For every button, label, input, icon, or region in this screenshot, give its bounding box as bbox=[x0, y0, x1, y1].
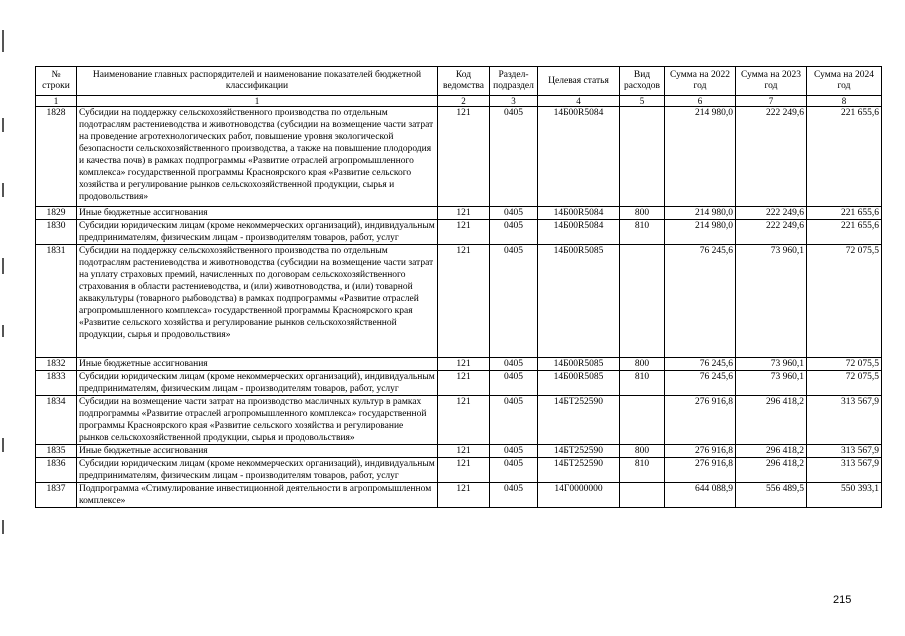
row-name: Иные бюджетные ассигнования bbox=[77, 358, 438, 371]
row-target: 14Б00R5084 bbox=[538, 107, 620, 207]
row-dept-code: 121 bbox=[438, 220, 490, 245]
row-name: Субсидии юридическим лицам (кроме некоммерческих организаций), индивидуальным предпринимателям, физическим лицам - производителям товаров, работ, услуг bbox=[77, 220, 438, 245]
row-target: 14БТ252590 bbox=[538, 445, 620, 458]
row-section: 0405 bbox=[490, 371, 538, 396]
row-dept-code: 121 bbox=[438, 458, 490, 483]
row-sum-2024: 221 655,6 bbox=[807, 207, 882, 220]
row-section: 0405 bbox=[490, 396, 538, 445]
header-sum-2023: Сумма на 2023 год bbox=[736, 67, 807, 96]
row-sum-2022: 76 245,6 bbox=[665, 358, 736, 371]
column-number-row bbox=[36, 96, 882, 107]
row-name: Субсидии юридическим лицам (кроме некоммерческих организаций), индивидуальным предпринимателям, физическим лицам - производителям товаров, работ, услуг bbox=[77, 458, 438, 483]
row-target: 14Б00R5084 bbox=[538, 207, 620, 220]
row-target: 14Б00R5084 bbox=[538, 220, 620, 245]
row-sum-2024: 313 567,9 bbox=[807, 445, 882, 458]
row-sum-2022: 214 980,0 bbox=[665, 207, 736, 220]
row-dept-code: 121 bbox=[438, 107, 490, 207]
row-sum-2022: 276 916,8 bbox=[665, 445, 736, 458]
row-dept-code: 121 bbox=[438, 445, 490, 458]
row-dept-code: 121 bbox=[438, 245, 490, 358]
table-row bbox=[36, 107, 882, 207]
row-exp-type bbox=[620, 107, 665, 207]
table-row bbox=[36, 396, 882, 445]
row-name: Подпрограмма «Стимулирование инвестиционной деятельности в агропромышленном комплексе» bbox=[77, 483, 438, 508]
column-number: 3 bbox=[490, 96, 538, 107]
row-number: 1830 bbox=[36, 220, 77, 245]
row-exp-type bbox=[620, 483, 665, 508]
column-number: 1 bbox=[36, 96, 77, 107]
column-number: 7 bbox=[736, 96, 807, 107]
header-target: Целевая статья bbox=[538, 67, 620, 96]
row-name: Субсидии юридическим лицам (кроме некоммерческих организаций), индивидуальным предпринимателям, физическим лицам - производителям товаров, работ, услуг bbox=[77, 371, 438, 396]
row-sum-2024: 221 655,6 bbox=[807, 220, 882, 245]
row-number: 1834 bbox=[36, 396, 77, 445]
row-sum-2022: 644 088,9 bbox=[665, 483, 736, 508]
row-section: 0405 bbox=[490, 220, 538, 245]
row-sum-2022: 276 916,8 bbox=[665, 396, 736, 445]
column-number: 5 bbox=[620, 96, 665, 107]
header-exp-type: Вид расходов bbox=[620, 67, 665, 96]
column-number: 4 bbox=[538, 96, 620, 107]
table-row bbox=[36, 458, 882, 483]
row-sum-2024: 313 567,9 bbox=[807, 458, 882, 483]
table-header bbox=[36, 67, 882, 107]
row-name: Субсидии на поддержку сельскохозяйственного производства по отдельным подотраслям растениеводства и животноводства (субсидии на возмещение части затрат на проведение агротехнологических работ, повышение уровня экологической безопасности сельскохозяйственного производства, а также на повышение плодородия и качества почв) в рамках подпрограммы «Развитие отраслей агропромышленного комплекса» государственной программы Красноярского края «Развитие сельского хозяйства и регулирование рынков сельскохозяйственной продукции, сырья и продовольствия» bbox=[77, 107, 438, 207]
row-target: 14Г0000000 bbox=[538, 483, 620, 508]
row-sum-2023: 296 418,2 bbox=[736, 445, 807, 458]
row-exp-type: 800 bbox=[620, 358, 665, 371]
header-section: Раздел-подраздел bbox=[490, 67, 538, 96]
row-number: 1829 bbox=[36, 207, 77, 220]
table-row bbox=[36, 207, 882, 220]
scan-margin-mark bbox=[2, 118, 4, 132]
row-target: 14Б00R5085 bbox=[538, 371, 620, 396]
table-row bbox=[36, 245, 882, 358]
header-dept-code: Код ведомства bbox=[438, 67, 490, 96]
row-exp-type: 800 bbox=[620, 207, 665, 220]
row-section: 0405 bbox=[490, 245, 538, 358]
row-sum-2023: 296 418,2 bbox=[736, 458, 807, 483]
row-sum-2023: 73 960,1 bbox=[736, 245, 807, 358]
row-sum-2023: 222 249,6 bbox=[736, 107, 807, 207]
row-sum-2024: 72 075,5 bbox=[807, 371, 882, 396]
row-sum-2022: 76 245,6 bbox=[665, 371, 736, 396]
table-row bbox=[36, 220, 882, 245]
row-section: 0405 bbox=[490, 458, 538, 483]
row-sum-2023: 73 960,1 bbox=[736, 371, 807, 396]
row-number: 1835 bbox=[36, 445, 77, 458]
row-sum-2022: 214 980,0 bbox=[665, 220, 736, 245]
row-sum-2022: 276 916,8 bbox=[665, 458, 736, 483]
row-exp-type bbox=[620, 396, 665, 445]
table-row bbox=[36, 445, 882, 458]
scan-margin-mark bbox=[2, 438, 4, 452]
row-sum-2023: 296 418,2 bbox=[736, 396, 807, 445]
row-target: 14Б00R5085 bbox=[538, 358, 620, 371]
row-number: 1828 bbox=[36, 107, 77, 207]
row-sum-2023: 222 249,6 bbox=[736, 220, 807, 245]
row-exp-type: 810 bbox=[620, 220, 665, 245]
row-number: 1836 bbox=[36, 458, 77, 483]
row-section: 0405 bbox=[490, 483, 538, 508]
header-row-no: № строки bbox=[36, 67, 77, 96]
row-sum-2024: 550 393,1 bbox=[807, 483, 882, 508]
row-number: 1831 bbox=[36, 245, 77, 358]
column-number: 1 bbox=[77, 96, 438, 107]
row-sum-2023: 222 249,6 bbox=[736, 207, 807, 220]
table-row bbox=[36, 358, 882, 371]
row-number: 1837 bbox=[36, 483, 77, 508]
row-name: Иные бюджетные ассигнования bbox=[77, 445, 438, 458]
row-section: 0405 bbox=[490, 107, 538, 207]
column-number: 2 bbox=[438, 96, 490, 107]
header-sum-2022: Сумма на 2022 год bbox=[665, 67, 736, 96]
row-section: 0405 bbox=[490, 207, 538, 220]
row-dept-code: 121 bbox=[438, 207, 490, 220]
header-sum-2024: Сумма на 2024 год bbox=[807, 67, 882, 96]
row-target: 14БТ252590 bbox=[538, 396, 620, 445]
row-exp-type: 810 bbox=[620, 458, 665, 483]
row-exp-type: 800 bbox=[620, 445, 665, 458]
row-sum-2022: 214 980,0 bbox=[665, 107, 736, 207]
row-number: 1832 bbox=[36, 358, 77, 371]
row-name: Субсидии на возмещение части затрат на производство масличных культур в рамках подпрограммы «Развитие отраслей агропромышленного комплекса» государственной программы Красноярского края «Развитие сельского хозяйства и регулирование рынков сельскохозяйственной продукции, сырья и продовольствия» bbox=[77, 396, 438, 445]
row-sum-2024: 313 567,9 bbox=[807, 396, 882, 445]
header-row bbox=[36, 67, 882, 96]
row-number: 1833 bbox=[36, 371, 77, 396]
row-sum-2024: 221 655,6 bbox=[807, 107, 882, 207]
column-number: 8 bbox=[807, 96, 882, 107]
scan-margin-mark bbox=[2, 30, 4, 52]
row-dept-code: 121 bbox=[438, 358, 490, 371]
row-sum-2024: 72 075,5 bbox=[807, 358, 882, 371]
row-dept-code: 121 bbox=[438, 371, 490, 396]
row-exp-type bbox=[620, 245, 665, 358]
page-number: 215 bbox=[833, 594, 852, 606]
scan-margin-mark bbox=[2, 258, 4, 274]
row-sum-2024: 72 075,5 bbox=[807, 245, 882, 358]
row-sum-2022: 76 245,6 bbox=[665, 245, 736, 358]
row-exp-type: 810 bbox=[620, 371, 665, 396]
row-target: 14БТ252590 bbox=[538, 458, 620, 483]
row-sum-2023: 73 960,1 bbox=[736, 358, 807, 371]
row-target: 14Б00R5085 bbox=[538, 245, 620, 358]
table-row bbox=[36, 483, 882, 508]
scan-margin-mark bbox=[2, 520, 4, 534]
row-dept-code: 121 bbox=[438, 396, 490, 445]
row-name: Иные бюджетные ассигнования bbox=[77, 207, 438, 220]
table-body bbox=[36, 107, 882, 508]
row-sum-2023: 556 489,5 bbox=[736, 483, 807, 508]
scan-margin-mark bbox=[2, 183, 4, 197]
table-row bbox=[36, 371, 882, 396]
row-section: 0405 bbox=[490, 445, 538, 458]
row-dept-code: 121 bbox=[438, 483, 490, 508]
column-number: 6 bbox=[665, 96, 736, 107]
scan-margin-mark bbox=[2, 325, 4, 337]
budget-table bbox=[35, 66, 882, 508]
row-name: Субсидии на поддержку сельскохозяйственного производства по отдельным подотраслям растениеводства и животноводства (субсидии на возмещение части затрат на уплату страховых премий, начисленных по договорам сельскохозяйственного страхования в области растениеводства, и (или) животноводства, и (или) товарной аквакультуры (товарного рыбоводства) в рамках подпрограммы «Развитие отраслей агропромышленного комплекса» государственной программы Красноярского края «Развитие сельского хозяйства и регулирование рынков сельскохозяйственной продукции, сырья и продовольствия» bbox=[77, 245, 438, 358]
row-section: 0405 bbox=[490, 358, 538, 371]
header-name: Наименование главных распорядителей и наименование показателей бюджетной классификации bbox=[77, 67, 438, 96]
